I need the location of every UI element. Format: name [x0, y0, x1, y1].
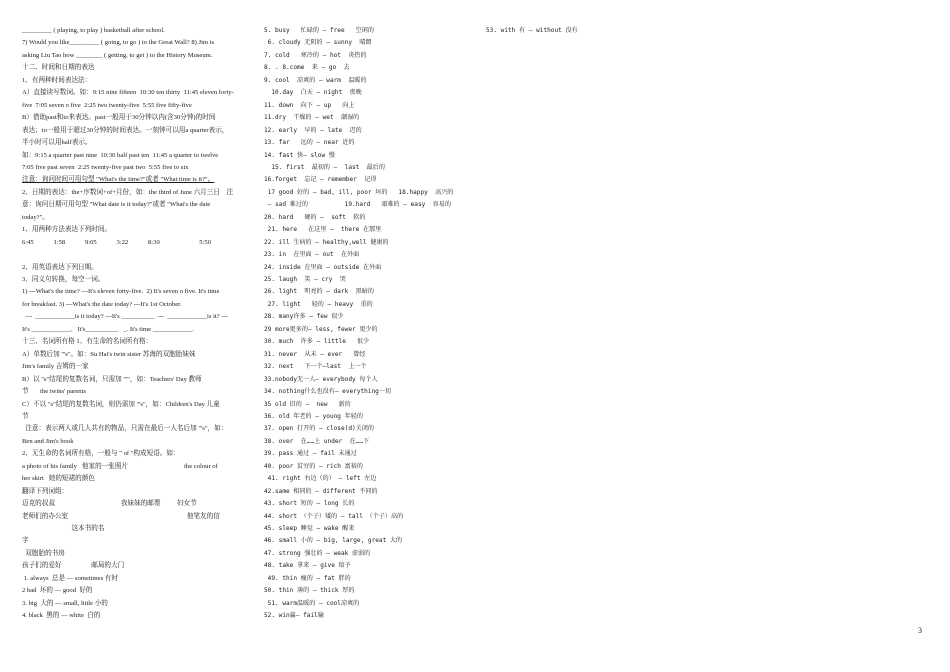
left-column-line: 2、日期的表达：the+序数词+of+月份，如：the third of June 六月三日 注 [22, 188, 234, 196]
middle-column-line: 14. fast 快— slow 慢 [264, 151, 335, 159]
left-column-line: today?"。 [22, 213, 49, 221]
left-column-line: 3. big 大的 — small, little 小的 [22, 599, 108, 607]
middle-column-line: 49. thin 瘦的 — fat 胖的 [264, 574, 351, 582]
middle-column-line: 37. open 打开的 — close(d)关闭的 [264, 425, 374, 433]
left-column-line: asking Liu Tao how ________ ( getting, to get ) to the History Museum. [22, 51, 213, 59]
middle-column-line: 13. far 远的 — near 近的 [264, 139, 355, 147]
middle-column-line: 24. inside 在里面 — outside 在外面 [264, 263, 382, 271]
middle-column-line: 15. first 最初的 — last 最后的 [264, 163, 385, 171]
middle-column-line: 44. short （个子）矮的 — tall （个子）高的 [264, 512, 404, 520]
left-column-line: 翻译下列词组： [22, 487, 69, 495]
middle-column-line: — sad 难过的 19.hard 艰难的 — easy 容易的 [264, 201, 451, 209]
left-column-line: 3、同义句转换，每空一词。 [22, 276, 105, 283]
middle-column-line: 16.forget 忘记 — remember 记得 [264, 176, 377, 184]
left-column-line: C）不以 "s"结尾的复数名词，则仍需加 "'s"，如：Children's Day 儿童 [22, 400, 220, 408]
middle-column-line: 6. cloudy 无阴的 — sunny 晴朗 [264, 39, 372, 47]
left-column-line: A）单数后加 "'s"。如：Su Hai's twin sister 苏海的双胞胎妹妹 [22, 350, 196, 358]
middle-column-line: 31. never 从未 — ever 曾经 [264, 350, 366, 358]
left-column-line: 表达；to一般用于超过30分钟的时间表达。一刻钟可以用a quarter表示， [22, 126, 229, 134]
left-column-line: for breakfast. 3) ---What's the date today? ---It's 1st October. [22, 300, 182, 308]
middle-column-line: 26. light 明亮的 — dark 黑暗的 [264, 288, 374, 296]
left-column-line: 孩子们的爱好 邮局的大门 [22, 562, 125, 570]
middle-column-line: 38. over 在……上 under 在……下 [264, 437, 370, 445]
left-column-line: five 7:05 seven o five 2:25 two twenty-five 5:55 five fifty-five [22, 101, 192, 109]
left-column-line: 老师们的办公室 他笔友的信 [22, 512, 220, 520]
left-column-line: 注意：询问时间可用句型 "What's the time?"或者 "What time is it?"。 [22, 176, 215, 184]
left-column-line: 4. black 黑的 — white 白的 [22, 612, 101, 620]
right-column-line: 53. with 有 — without 没有 [486, 27, 578, 34]
left-column-line: 1) ---What's the time? ---It's eleven forty-five. 2) It's seven o five. It's time [22, 288, 220, 296]
middle-column-line: 8. . 8.come 来 — go 去 [264, 64, 350, 72]
left-column-line: 2 bad 坏的 — good 好的 [22, 587, 93, 595]
middle-column-line: 30. much 许多 — little 很少 [264, 338, 370, 346]
middle-column-line: 5. busy 忙碌的 — free 空闲的 [264, 27, 374, 34]
middle-column-line: 52. win赢— fail输 [264, 612, 324, 620]
page-number: 3 [918, 626, 922, 635]
middle-column-line: 43. short 短的 — long 长的 [264, 500, 355, 508]
middle-column-line: 40. poor 贫穷的 — rich 富裕的 [264, 462, 363, 470]
middle-column-line: 32. next 下一个—last 上一个 [264, 363, 367, 371]
left-column-line: --- ____________is it today? ---It's __________ --- ____________is it? --- [22, 313, 228, 321]
left-column-line: 1、用两种方法表达下列时间。 [22, 226, 112, 234]
left-column-line: 注意：表示两人或几人共有的物品，只需在最后一人名后加 "'s"，如： [22, 425, 228, 433]
middle-column-line: 35 old 旧的 — new 新的 [264, 400, 351, 408]
left-column-line: It's ____________. It's__________ _. It's time ____________. [22, 325, 194, 333]
middle-column-line: 22. ill 生病的 — healthy,well 健康的 [264, 238, 389, 246]
middle-column-line: 42.same 相同的 — different 不同的 [264, 487, 378, 495]
middle-column-line: 50. thin 薄的 — thick 厚的 [264, 587, 355, 595]
middle-column-line: 10.day 白天 — night 夜晚 [264, 89, 362, 97]
middle-column-line: 47. strong 强壮的 — weak 虚弱的 [264, 549, 371, 557]
middle-column-line: 46. small 小的 — big, large, great 大的 [264, 537, 403, 545]
left-column-line: 节 the twins' parents [22, 388, 87, 396]
left-column-line: 迈克的叔叔 我妹妹的邮票 妇女节 [22, 500, 197, 508]
middle-column-line: 27. light 轻的 — heavy 重的 [264, 300, 373, 308]
middle-column-line: 34. nothing什么也没有— everything一切 [264, 388, 392, 396]
middle-column-line: 28. many许多 — few 很少 [264, 313, 344, 321]
left-column-line: 2、用英语表达下列日期。 [22, 263, 98, 271]
middle-column-line: 41. right 右边（的） — left 左边 [264, 475, 377, 483]
middle-column-line: 29 more更多的— less, fewer 更少的 [264, 325, 378, 333]
left-column-line: 6:45 1:58 9:05 3:22 8:30 5:50 [22, 238, 212, 246]
left-column-line: 1. always 总是 — sometimes 有时 [22, 574, 118, 582]
left-column-line: a photo of his family 他家的一张照片 the colour of [22, 462, 218, 470]
left-column-line: Ben and Jim's book [22, 437, 74, 445]
middle-column-line: 12. early 早的 — late 迟的 [264, 126, 362, 134]
middle-column-line: 51. warm温暖的 — cool凉爽的 [264, 599, 360, 607]
left-column-line: 十三、名词所有格 1、有生命的名词所有格： [22, 338, 153, 346]
left-column-line: 字 [22, 537, 29, 545]
left-column-line: 半小时可以用half表示。 [22, 139, 92, 147]
middle-column-line: 7. cold 寒冷的 — hot 炎热的 [264, 51, 367, 59]
middle-column-line: 48. take 拿来 — give 给予 [264, 562, 351, 570]
left-column-line: A）直接读写数词。如：9:15 nine fifteen 10:30 ten thirty 11:45 eleven forty- [22, 89, 234, 97]
left-column-line: B）借助past和to来表达。past一般用于30分钟以内(含30分钟)的时间 [22, 114, 216, 122]
middle-column-line: 21. here 在这里 — there 在那里 [264, 226, 382, 234]
middle-column-line: 45. sleep 睡觉 — wake 醒来 [264, 525, 355, 532]
left-column-line: 节 [22, 412, 29, 420]
left-column-line: 7) Would you like_________ ( going, to go ) to the Great Wall? 8) Jim is [22, 39, 215, 47]
left-column-line: 这本书的名 [22, 525, 105, 532]
left-column-line: 意：询问日期可用句型 "What date is it today?"或者 "What's the date [22, 201, 211, 209]
middle-column-line: 25. laugh 笑 — cry 哭 [264, 276, 346, 283]
left-column-line: 2、无生命的名词所有格，一般与 " of "构成短语。如： [22, 450, 180, 458]
left-column-line: B）以 "s"结尾的复数名词，只需加 "'"，如：Teachers' Day 教师 [22, 375, 202, 383]
middle-column-line: 20. hard 硬的 — soft 软的 [264, 213, 366, 221]
middle-column-line: 11.dry 干燥的 — wet 潮湿的 [264, 114, 360, 122]
middle-column-line: 36. old 年老的 — young 年轻的 [264, 412, 363, 420]
middle-column-line: 17 good 好的 — bad, ill, poor 坏的 18.happy 高兴的 [264, 188, 454, 196]
left-column-line: _________ ( playing, to play ) basketball after school. [22, 27, 165, 34]
middle-column-line: 39. pass 通过 — fail 未通过 [264, 450, 357, 458]
left-column-line: 如：9:15 a quarter past nine 10:30 half past ten 11:45 a quarter to twelve [22, 151, 219, 159]
middle-column-line: 9. cool 凉爽的 — warm 温暖的 [264, 76, 367, 84]
left-column-line: 十二、时间和日期的表达 [22, 64, 95, 72]
middle-column-line: 11. down 向下 — up 向上 [264, 101, 355, 109]
left-column-line: 1、有两种时间表达法： [22, 76, 92, 84]
middle-column-line: 23. in 在里面 — out 在外面 [264, 251, 360, 259]
middle-column-line: 33.nobody无一人— everybody 每个人 [264, 375, 378, 383]
left-column-line: 双胞胎的书房 [22, 549, 65, 557]
left-column-line: 7:05 five past seven 2:25 twenty-five past two 5:55 five to six [22, 163, 189, 171]
left-column-line: her skirt 她的短裙的颜色 [22, 475, 95, 483]
left-column-line: Jim's family 吉姆的一家 [22, 363, 89, 371]
